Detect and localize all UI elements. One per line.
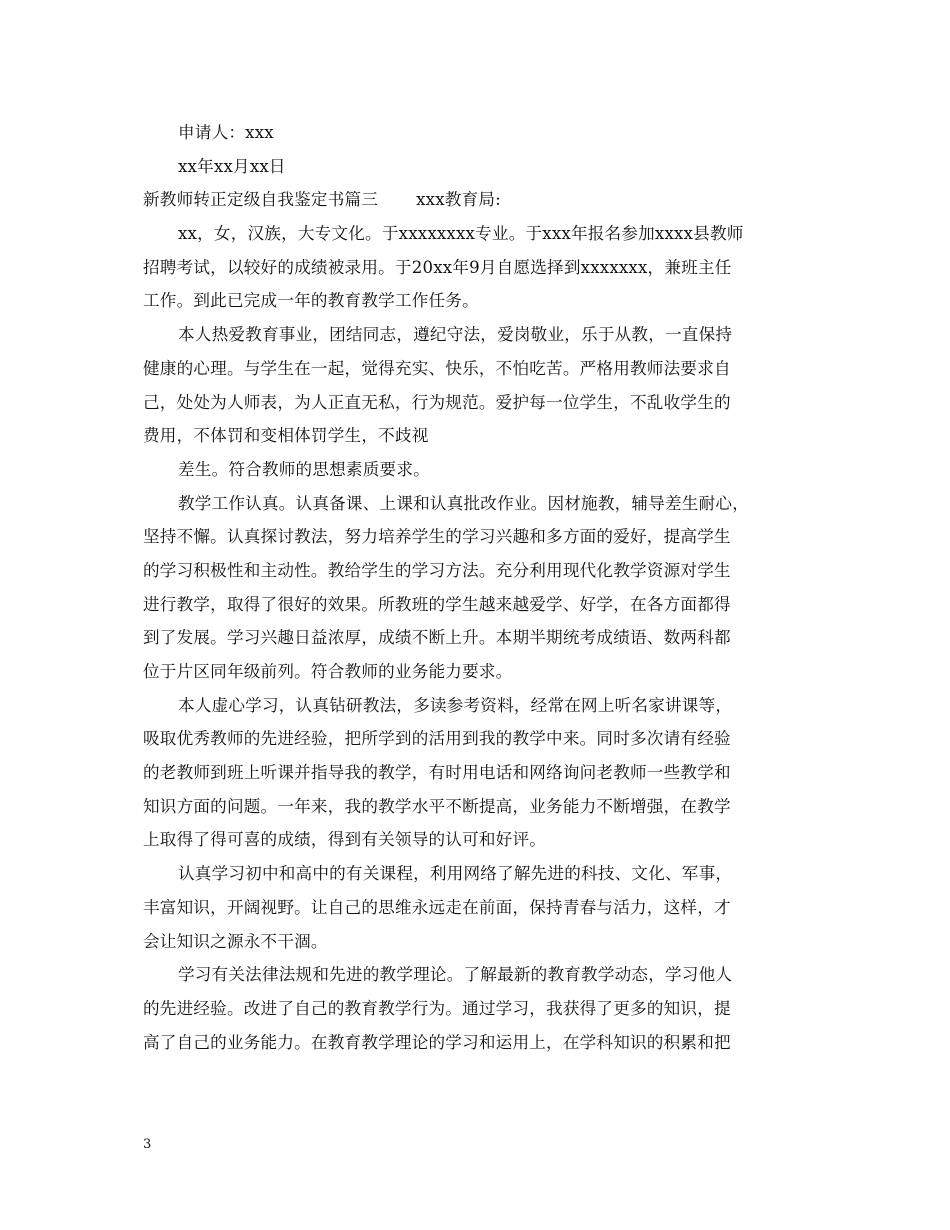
paragraph-line: 丰富知识，开阔视野。让自己的思维永远走在前面，保持青春与活力，这样，才 xyxy=(143,897,731,917)
paragraph-line: 坚持不懈。认真探讨教法，努力培养学生的学习兴趣和多方面的爱好，提高学生 xyxy=(143,527,731,547)
paragraph-line: 本人虚心学习，认真钻研教法，多读参考资料，经常在网上听名家讲课等， xyxy=(178,695,733,715)
paragraph-line: 健康的心理。与学生在一起，觉得充实、快乐，不怕吃苦。严格用教师法要求自 xyxy=(143,358,731,378)
document-body xyxy=(143,116,813,1059)
paragraph-line: 到了发展。学习兴趣日益浓厚，成绩不断上升。本期半期统考成绩语、数两科都 xyxy=(143,628,731,648)
paragraph-line: 的学习积极性和主动性。教给学生的学习方法。充分利用现代化教学资源对学生 xyxy=(143,560,731,580)
paragraph-line: 本人热爱教育事业，团结同志，遵纪守法，爱岗敬业，乐于从教，一直保持 xyxy=(178,325,733,345)
page-number: 3 xyxy=(143,1137,152,1152)
applicant-line: 申请人：xxx xyxy=(178,123,274,142)
paragraph-line: 差生。符合教师的思想素质要求。 xyxy=(178,459,430,479)
recipient: xxx教育局: xyxy=(416,190,501,210)
paragraph-line: 知识方面的问题。一年来，我的教学水平不断提高，业务能力不断增强，在教学 xyxy=(143,796,731,816)
paragraph-line: 学习有关法律法规和先进的教学理论。了解最新的教育教学动态，学习他人 xyxy=(178,965,733,985)
paragraph-line: 会让知识之源永不干涸。 xyxy=(143,931,328,951)
paragraph-line: 己，处处为人师表，为人正直无私，行为规范。爱护每一位学生，不乱收学生的 xyxy=(143,392,731,412)
paragraph-line: 的先进经验。改进了自己的教育教学行为。通过学习，我获得了更多的知识，提 xyxy=(143,998,731,1018)
paragraph-line: 高了自己的业务能力。在教育教学理论的学习和运用上，在学科知识的积累和把 xyxy=(143,1032,731,1052)
paragraph-line: 费用，不体罚和变相体罚学生，不歧视 xyxy=(143,426,429,446)
paragraph-line: 上取得了得可喜的成绩，得到有关领导的认可和好评。 xyxy=(143,830,547,850)
paragraph-line: 位于片区同年级前列。符合教师的业务能力要求。 xyxy=(143,662,513,681)
paragraph-line: 认真学习初中和高中的有关课程，利用网络了解先进的科技、文化、军事， xyxy=(178,864,733,884)
paragraph-line: 招聘考试，以较好的成绩被录用。于20xx年9月自愿选择到xxxxxxx，兼班主任 xyxy=(143,257,732,277)
paragraph-line: 进行教学，取得了很好的效果。所教班的学生越来越爱学、好学，在各方面都得 xyxy=(143,594,731,614)
paragraph-line: 的老教师到班上听课并指导我的教学，有时用电话和网络询问老教师一些教学和 xyxy=(143,763,731,783)
paragraph-line: 教学工作认真。认真备课、上课和认真批改作业。因材施教，辅导差生耐心， xyxy=(178,493,749,513)
date-line: xx年xx月xx日 xyxy=(178,156,286,176)
paragraph-line: xx，女，汉族，大专文化。于xxxxxxxx专业。于xxx年报名参加xxxx县教师 xyxy=(178,224,744,244)
document-heading: 新教师转正定级自我鉴定书篇三 xyxy=(143,190,379,210)
heading-line xyxy=(143,183,813,217)
paragraph-line: 工作。到此已完成一年的教育教学工作任务。 xyxy=(143,291,479,311)
paragraph-line: 吸取优秀教师的先进经验，把所学到的活用到我的教学中来。同时多次请有经验 xyxy=(143,729,731,749)
